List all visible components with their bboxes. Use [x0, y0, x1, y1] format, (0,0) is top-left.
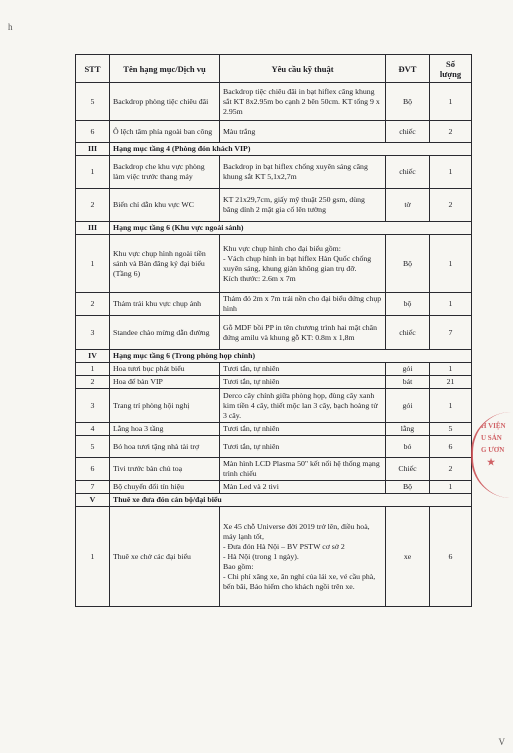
cell-item: Khu vực chụp hình ngoài tiền sảnh và Bàn đăng ký đại biểu (Tầng 6): [110, 235, 220, 293]
cell-spec: Tươi tắn, tự nhiên: [220, 376, 386, 389]
cell-qty: 1: [430, 83, 472, 121]
header-item: Tên hạng mục/Dịch vụ: [110, 55, 220, 83]
section-number: V: [76, 494, 110, 507]
cell-stt: 1: [76, 507, 110, 607]
table-row: [76, 156, 472, 189]
cell-item: Thảm trải khu vực chụp ảnh: [110, 293, 220, 316]
table-row: [76, 436, 472, 458]
cell-spec: Tươi tắn, tự nhiên: [220, 423, 386, 436]
section-title: Hạng mục tầng 6 (Trong phòng họp chính): [110, 350, 472, 363]
table-row: [76, 481, 472, 494]
cell-qty: 7: [430, 316, 472, 350]
cell-unit: chiếc: [386, 316, 430, 350]
table-row: [76, 458, 472, 481]
cell-unit: lẵng: [386, 423, 430, 436]
table-body: [76, 83, 472, 607]
cell-unit: bát: [386, 376, 430, 389]
cell-stt: 5: [76, 83, 110, 121]
cell-unit: bộ: [386, 293, 430, 316]
cell-qty: 1: [430, 293, 472, 316]
cell-spec: Màu trắng: [220, 121, 386, 143]
cell-spec: Backdrop in bạt hiflex chống xuyên sáng căng khung sắt KT 5,1x2,7m: [220, 156, 386, 189]
section-row: [76, 222, 472, 235]
cell-qty: 2: [430, 121, 472, 143]
specification-table: [75, 54, 472, 607]
cell-spec: Khu vực chụp hình cho đại biểu gồm: - Vách chụp hình in bạt hiflex Hàn Quốc chống xuyên sáng, khung giàn không gian trụ đỡ. Kích thước: 2.6m x 7m: [220, 235, 386, 293]
cell-qty: 1: [430, 389, 472, 423]
cell-qty: 1: [430, 156, 472, 189]
table-row: [76, 235, 472, 293]
cell-qty: 6: [430, 507, 472, 607]
cell-stt: 2: [76, 376, 110, 389]
section-number: III: [76, 143, 110, 156]
cell-stt: 7: [76, 481, 110, 494]
stamp-line-2: U SẢN: [481, 434, 502, 442]
cell-unit: Bộ: [386, 83, 430, 121]
stamp-line-1: H VIỆN: [481, 422, 506, 430]
cell-spec: Thảm đỏ 2m x 7m trải nền cho đại biểu đứng chụp hình: [220, 293, 386, 316]
cell-unit: Bộ: [386, 235, 430, 293]
cell-item: Ô lệch tâm phía ngoài ban công: [110, 121, 220, 143]
section-number: III: [76, 222, 110, 235]
cell-unit: chiếc: [386, 156, 430, 189]
section-title: Hạng mục tầng 4 (Phòng đón khách VIP): [110, 143, 472, 156]
table-row: [76, 121, 472, 143]
cell-spec: Tươi tắn, tự nhiên: [220, 436, 386, 458]
cell-spec: KT 21x29,7cm, giấy mỹ thuật 250 gsm, dùng băng dính 2 mặt gia cố lên tường: [220, 189, 386, 222]
cell-spec: Derco cây chính giữa phòng họp, đùng cây xanh kim tiền 4 cây, thiết mộc lan 3 cây, bạch hoàng tử 3 cây.: [220, 389, 386, 423]
cell-spec: Tươi tắn, tự nhiên: [220, 363, 386, 376]
cell-qty: 5: [430, 423, 472, 436]
cell-item: Tivi trước bàn chủ toạ: [110, 458, 220, 481]
table-row: [76, 293, 472, 316]
cell-qty: 2: [430, 458, 472, 481]
cell-unit: gói: [386, 363, 430, 376]
page-mark: V: [498, 737, 505, 747]
cell-qty: 1: [430, 363, 472, 376]
cell-item: Standee chào mừng dẫn đường: [110, 316, 220, 350]
cell-spec: Màn Led và 2 tivi: [220, 481, 386, 494]
section-number: IV: [76, 350, 110, 363]
table-row: [76, 363, 472, 376]
section-row: [76, 350, 472, 363]
cell-item: Hoa tươi bục phát biểu: [110, 363, 220, 376]
cell-unit: bó: [386, 436, 430, 458]
cell-stt: 3: [76, 316, 110, 350]
section-title: Thuê xe đưa đón cán bộ/đại biểu: [110, 494, 472, 507]
red-stamp: [471, 412, 513, 498]
table-row: [76, 316, 472, 350]
cell-item: Trang trí phòng hội nghị: [110, 389, 220, 423]
cell-stt: 6: [76, 121, 110, 143]
cell-unit: gói: [386, 389, 430, 423]
cell-spec: Màn hình LCD Plasma 50" kết nối hệ thống mạng trình chiếu: [220, 458, 386, 481]
cell-unit: xe: [386, 507, 430, 607]
cell-qty: 1: [430, 235, 472, 293]
corner-mark: h: [8, 22, 13, 32]
header-stt: STT: [76, 55, 110, 83]
cell-spec: Xe 45 chỗ Universe đời 2019 trở lên, điều hoà, máy lạnh tốt, - Đưa đón Hà Nội – BV PSTW cơ sở 2 - Hà Nội (trong 1 ngày). Bao gồm: - Chi phí xăng xe, ăn nghỉ của lái xe, vé cầu phà, bến bãi, Bảo hiểm cho khách ngồi trên xe.: [220, 507, 386, 607]
cell-stt: 1: [76, 363, 110, 376]
header-qty: Số lượng: [430, 55, 472, 83]
cell-unit: tờ: [386, 189, 430, 222]
table-row: [76, 423, 472, 436]
cell-spec: Backdrop tiệc chiêu đãi in bạt hiflex căng khung sắt KT 8x2.95m bo cạnh 2 bên 50cm. KT tổng 9 x 2.95m: [220, 83, 386, 121]
star-icon: ★: [487, 457, 496, 467]
cell-item: Lẵng hoa 3 tầng: [110, 423, 220, 436]
cell-stt: 4: [76, 423, 110, 436]
cell-item: Bộ chuyển đổi tín hiệu: [110, 481, 220, 494]
cell-stt: 1: [76, 235, 110, 293]
table-header-row: [76, 55, 472, 83]
cell-unit: Chiếc: [386, 458, 430, 481]
table-row: [76, 376, 472, 389]
table-row: [76, 83, 472, 121]
cell-stt: 6: [76, 458, 110, 481]
cell-stt: 3: [76, 389, 110, 423]
table-row: [76, 507, 472, 607]
cell-qty: 21: [430, 376, 472, 389]
table-row: [76, 189, 472, 222]
cell-item: Bó hoa tươi tặng nhà tài trợ: [110, 436, 220, 458]
cell-item: Hoa để bàn VIP: [110, 376, 220, 389]
cell-item: Biển chỉ dẫn khu vực WC: [110, 189, 220, 222]
cell-item: Thuê xe chở các đại biểu: [110, 507, 220, 607]
cell-stt: 1: [76, 156, 110, 189]
section-title: Hạng mục tầng 6 (Khu vực ngoài sảnh): [110, 222, 472, 235]
header-spec: Yêu cầu kỹ thuật: [220, 55, 386, 83]
cell-qty: 2: [430, 189, 472, 222]
section-row: [76, 143, 472, 156]
cell-item: Backdrop phòng tiệc chiêu đãi: [110, 83, 220, 121]
cell-unit: Bộ: [386, 481, 430, 494]
cell-qty: 6: [430, 436, 472, 458]
header-unit: ĐVT: [386, 55, 430, 83]
cell-stt: 2: [76, 189, 110, 222]
cell-stt: 5: [76, 436, 110, 458]
cell-stt: 2: [76, 293, 110, 316]
stamp-line-3: G ƯƠN: [481, 446, 505, 454]
cell-item: Backdrop che khu vực phòng làm việc trước thang máy: [110, 156, 220, 189]
cell-spec: Gỗ MDF bồi PP in tên chương trình hai mặt chân đứng amilu và khung gỗ KT: 0.8m x 1,8m: [220, 316, 386, 350]
cell-qty: 1: [430, 481, 472, 494]
table-row: [76, 389, 472, 423]
section-row: [76, 494, 472, 507]
cell-unit: chiếc: [386, 121, 430, 143]
